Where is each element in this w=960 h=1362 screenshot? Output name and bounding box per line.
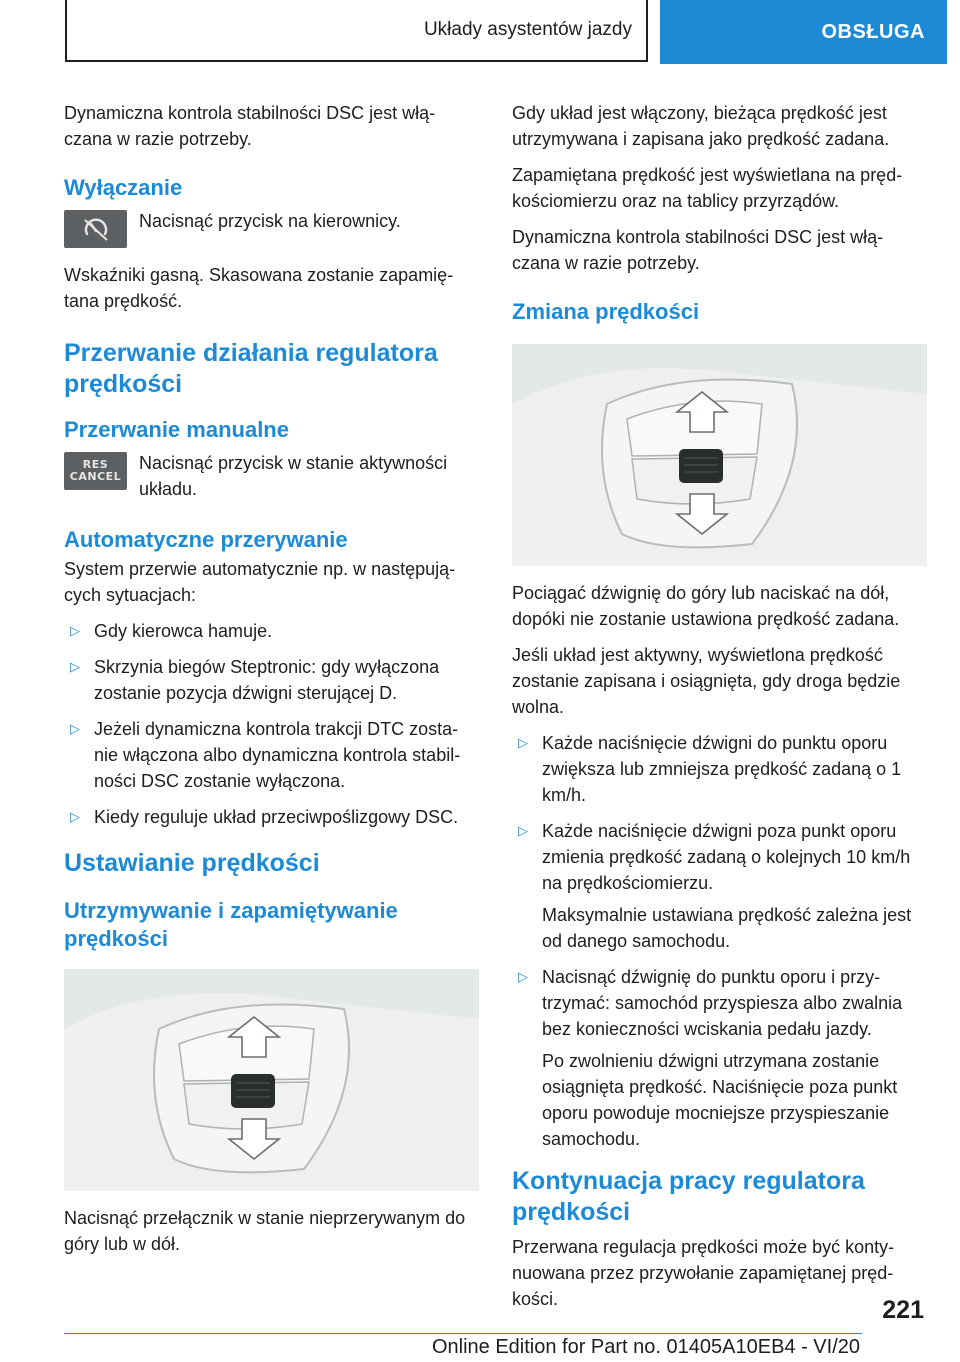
steering-wheel-photo [64,969,479,1191]
footer-edition: Online Edition for Part no. 01405A10EB4 - VI/20 [431,1336,860,1358]
heading-automatyczne: Automatyczne przerywanie [64,527,348,552]
list-item-text: Skrzynia biegów Steptronic: gdy wyłączona zostanie pozycja dźwigni sterującej D. [94,657,440,703]
manualne-row [64,450,479,502]
manualne-text: Nacisnąć przycisk w stanie aktywności układu. [139,453,448,499]
list-item-text: Gdy kierowca hamuje. [94,621,273,641]
list-item [512,730,927,808]
zmiana-list [512,730,927,1152]
steering-wheel-photo [512,344,927,566]
wskazniki-paragraph: Wskaźniki gasną. Skasowana zostanie zapamię-tana prędkość. [64,265,454,311]
wylaczanie-text: Nacisnąć przycisk na kierownicy. [139,211,401,231]
heading-kontynuacja: Kontynuacja pracy regulatora prędkości [512,1167,865,1226]
kontynuacja-paragraph: Przerwana regulacja prędkości może być konty-nuowana przez przywołanie zapamiętanej pręd-kości. [512,1237,895,1309]
list-item [64,654,479,706]
triangle-bullet-icon: ▷ [518,735,528,750]
triangle-bullet-icon: ▷ [70,623,80,638]
wylaczanie-row [64,208,479,248]
chapter-header [65,0,648,62]
list-item [64,716,479,794]
heading-manualne: Przerwanie manualne [64,417,289,442]
photo-caption-left: Nacisnąć przełącznik w stanie nieprzerywanym do góry lub w dół. [64,1208,466,1254]
zmiana-paragraph-2: Jeśli układ jest aktywny, wyświetlona prędkość zostanie zapisana i osiągnięta, gdy droga będzie wolna. [512,645,901,717]
section-label: OBSŁUGA [821,20,925,43]
triangle-bullet-icon: ▷ [70,809,80,824]
footer-divider [64,1333,862,1334]
list-item [512,964,927,1042]
right-column [512,100,927,1322]
chapter-title: Układy asystentów jazdy [423,19,632,40]
zmiana-paragraph-1: Pociągać dźwignię do góry lub naciskać na dół, dopóki nie zostanie ustawiona prędkość zadana. [512,583,900,629]
auto-list [64,618,479,830]
heading-wylaczanie: Wyłączanie [64,175,183,200]
right-paragraph-2: Zapamiętana prędkość jest wyświetlana na pręd-kościomierzu oraz na tablicy przyrządów. [512,165,903,211]
list-item-text: Każde naciśnięcie dźwigni poza punkt oporu zmienia prędkość zadaną o kolejnych 10 km/h na prędkościomierzu. [542,821,911,893]
list-item [64,618,479,644]
res-icon-label: RES [82,458,109,471]
list-item-extra: Maksymalnie ustawiana prędkość zależna jest od danego samochodu. [542,905,912,951]
triangle-bullet-icon: ▷ [70,721,80,736]
triangle-bullet-icon: ▷ [518,823,528,838]
list-item-text: Każde naciśnięcie dźwigni do punktu oporu zwiększa lub zmniejsza prędkość zadaną o 1 km/h. [542,733,902,805]
cruise-control-off-icon [64,210,127,248]
right-paragraph-1: Gdy układ jest włączony, bieżąca prędkość jest utrzymywana i zapisana jako prędkość zadana. [512,103,890,149]
heading-zmiana: Zmiana prędkości [512,299,700,324]
page-number: 221 [882,1296,924,1324]
automatyczne-text: System przerwie automatycznie np. w następują-cych sytuacjach: [64,559,456,605]
res-cancel-icon [64,452,127,490]
list-item [512,818,927,896]
right-paragraph-3: Dynamiczna kontrola stabilności DSC jest włą-czana w razie potrzeby. [512,227,884,273]
section-tab [660,0,947,64]
cancel-icon-label: CANCEL [69,470,122,483]
heading-utrzymywanie: Utrzymywanie i zapamiętywanie prędkości [64,898,398,951]
triangle-bullet-icon: ▷ [518,969,528,984]
heading-ustawianie: Ustawianie prędkości [64,849,320,877]
intro-paragraph: Dynamiczna kontrola stabilności DSC jest włą-czana w razie potrzeby. [64,103,436,149]
left-column [64,100,479,1267]
heading-przerwanie: Przerwanie działania regulatora prędkości [64,339,438,398]
triangle-bullet-icon: ▷ [70,659,80,674]
list-item-text: Kiedy reguluje układ przeciwpoślizgowy DSC. [94,807,459,827]
list-item-text: Nacisnąć dźwignię do punktu oporu i przy-trzymać: samochód przyspiesza albo zwalnia bez konieczności wciskania pedału jazdy. [542,967,903,1039]
list-item-extra: Po zwolnieniu dźwigni utrzymana zostanie osiągnięta prędkość. Naciśnięcie poza punkt oporu powoduje mocniejsze przyspieszanie samochodu. [542,1051,898,1149]
list-item [64,804,479,830]
list-item-text: Jeżeli dynamiczna kontrola trakcji DTC zosta-nie włączona albo dynamiczna kontrola stabil-ności DSC zostanie wyłączona. [94,719,461,791]
